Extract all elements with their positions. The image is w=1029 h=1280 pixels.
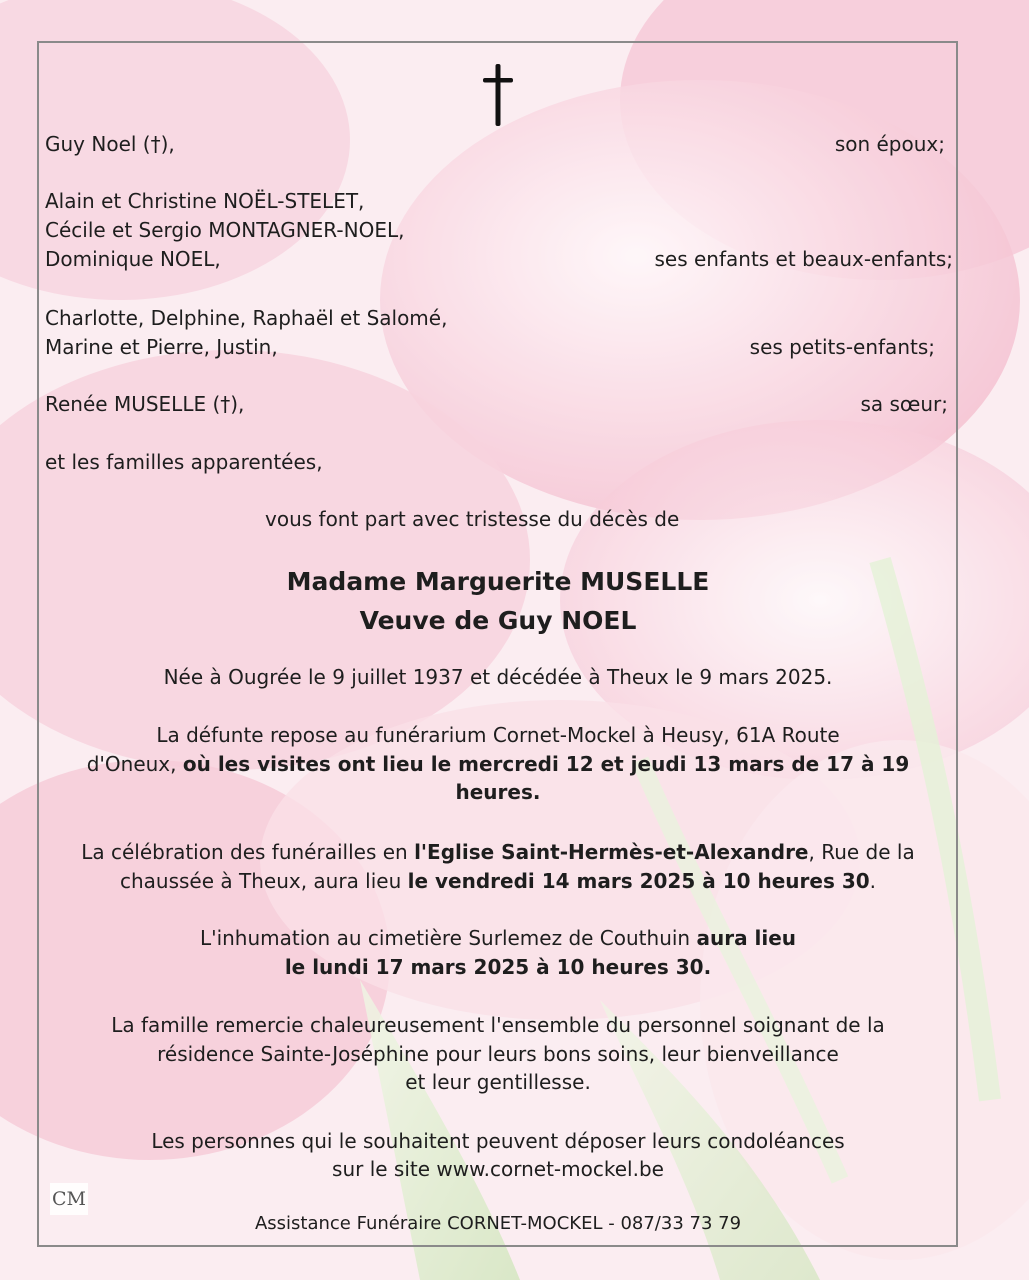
child-name: Alain et Christine NOËL-STELET, [45, 189, 365, 213]
funeral-text: , Rue de la [808, 840, 915, 864]
phone-number[interactable]: 087/33 73 79 [620, 1213, 742, 1234]
grandchild-name: Charlotte, Delphine, Raphaël et Salomé, [45, 306, 448, 330]
burial-text: L'inhumation au cimetière Surlemez de Couthuin [199, 926, 697, 950]
visitation-schedule: où les visites ont lieu le mercredi 12 et jeudi 13 mars de 17 à 19 [182, 752, 910, 776]
children-relation: ses enfants et beaux-enfants; [654, 247, 953, 271]
spouse-name: Guy Noel (†), [45, 132, 175, 156]
visitation-line [40, 750, 956, 779]
visitation-place: d'Oneux, [86, 752, 183, 776]
deceased-subtitle: Veuve de Guy NOEL [359, 606, 637, 635]
funeral-text: . [869, 869, 877, 893]
funeral-date: le vendredi 14 mars 2025 à 10 heures 30 [407, 869, 870, 893]
grandchildren-relation: ses petits-enfants; [749, 335, 935, 359]
thanks-line: La famille remercie chaleureusement l'ensemble du personnel soignant de la [111, 1013, 885, 1037]
child-name: Dominique NOEL, [45, 247, 221, 271]
funeral-line [40, 867, 956, 896]
footer-separator: - [602, 1213, 621, 1234]
condolences-link[interactable]: sur le site www.cornet-mockel.be [332, 1157, 664, 1181]
funeral-line [40, 838, 956, 867]
church-name: l'Eglise Saint-Hermès-et-Alexandre [414, 840, 809, 864]
cross-icon [480, 62, 516, 128]
grandchild-name: Marine et Pierre, Justin, [45, 335, 278, 359]
intro-line: vous font part avec tristesse du décès de [265, 507, 680, 531]
sister-relation: sa sœur; [860, 392, 948, 416]
relatives-line: et les familles apparentées, [45, 450, 323, 474]
birth-death-line: Née à Ougrée le 9 juillet 1937 et décédée à Theux le 9 mars 2025. [163, 665, 833, 689]
visitation-line: La défunte repose au funérarium Cornet-Mockel à Heusy, 61A Route [156, 723, 840, 747]
company-name: Assistance Funéraire CORNET-MOCKEL [254, 1213, 603, 1234]
spouse-relation: son époux; [834, 132, 945, 156]
thanks-line: résidence Sainte-Joséphine pour leurs bons soins, leur bienveillance [157, 1042, 839, 1066]
funeral-text: La célébration des funérailles en [81, 840, 415, 864]
visitation-schedule-end: heures. [455, 780, 541, 804]
burial-line [40, 924, 956, 953]
burial-date: le lundi 17 mars 2025 à 10 heures 30. [284, 955, 712, 979]
cornet-mockel-logo: CM [50, 1183, 88, 1215]
sister-name: Renée MUSELLE (†), [45, 392, 245, 416]
burial-when: aura lieu [696, 926, 797, 950]
thanks-line: et leur gentillesse. [405, 1070, 591, 1094]
condolences-line: Les personnes qui le souhaitent peuvent déposer leurs condoléances [151, 1129, 845, 1153]
funeral-text: chaussée à Theux, aura lieu [119, 869, 408, 893]
deceased-name: Madame Marguerite MUSELLE [286, 567, 710, 596]
footer-line [40, 1209, 956, 1238]
child-name: Cécile et Sergio MONTAGNER-NOEL, [45, 218, 405, 242]
